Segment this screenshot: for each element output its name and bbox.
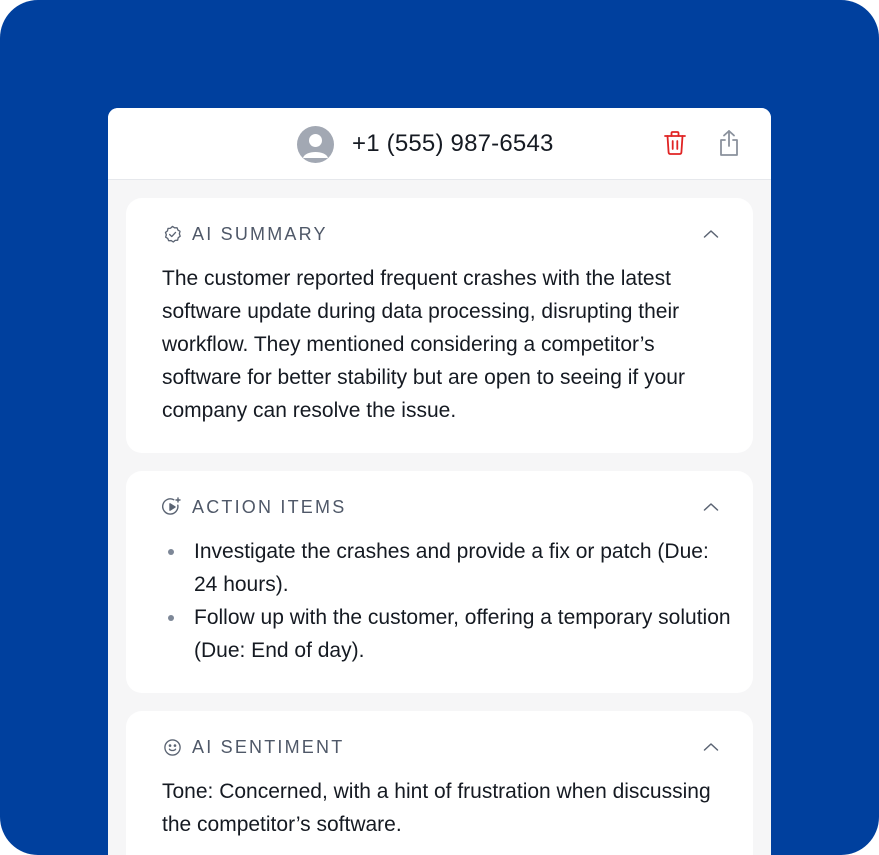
chevron-up-icon [703, 229, 719, 239]
list-item: Follow up with the customer, offering a temporary solution (Due: End of day). [162, 601, 732, 667]
chevron-up-icon [703, 742, 719, 752]
share-button[interactable] [714, 128, 744, 158]
contact-info [297, 125, 554, 163]
delete-button[interactable] [660, 128, 690, 158]
play-sparkle-icon [162, 497, 182, 517]
ai-summary-card [126, 198, 753, 453]
list-item: Investigate the crashes and provide a fix or patch (Due: 24 hours). [162, 535, 732, 601]
collapse-sentiment-button[interactable] [701, 737, 721, 757]
phone-number: +1 (555) 987-6543 [352, 130, 554, 157]
user-avatar-icon [297, 126, 334, 163]
action-items-list [162, 535, 732, 667]
collapse-actions-button[interactable] [701, 497, 721, 517]
call-header [108, 108, 771, 180]
verified-badge-icon [162, 224, 182, 244]
action-items-title: ACTION ITEMS [192, 496, 347, 517]
ai-sentiment-title: AI SENTIMENT [192, 736, 345, 757]
chevron-up-icon [703, 502, 719, 512]
ai-sentiment-text: Tone: Concerned, with a hint of frustration when discussing the competitor’s software. [162, 780, 711, 836]
share-icon [717, 129, 741, 157]
ai-sentiment-header [162, 737, 344, 757]
ai-summary-text: The customer reported frequent crashes with the latest software update during data processing, disrupting their workflow. They mentioned considering a competitor’s software for better stability but are open to seeing if your company can resolve the issue. [162, 267, 685, 422]
smile-icon [162, 737, 182, 757]
action-items-body [162, 535, 732, 667]
trash-icon [663, 130, 687, 156]
call-detail-panel [108, 108, 771, 855]
ai-sentiment-body [162, 775, 732, 841]
collapse-summary-button[interactable] [701, 224, 721, 244]
action-items-header [162, 497, 346, 517]
ai-summary-title: AI SUMMARY [192, 223, 328, 244]
ai-sentiment-card [126, 711, 753, 855]
ai-summary-header [162, 224, 328, 244]
ai-summary-body [162, 262, 732, 427]
action-items-card [126, 471, 753, 693]
